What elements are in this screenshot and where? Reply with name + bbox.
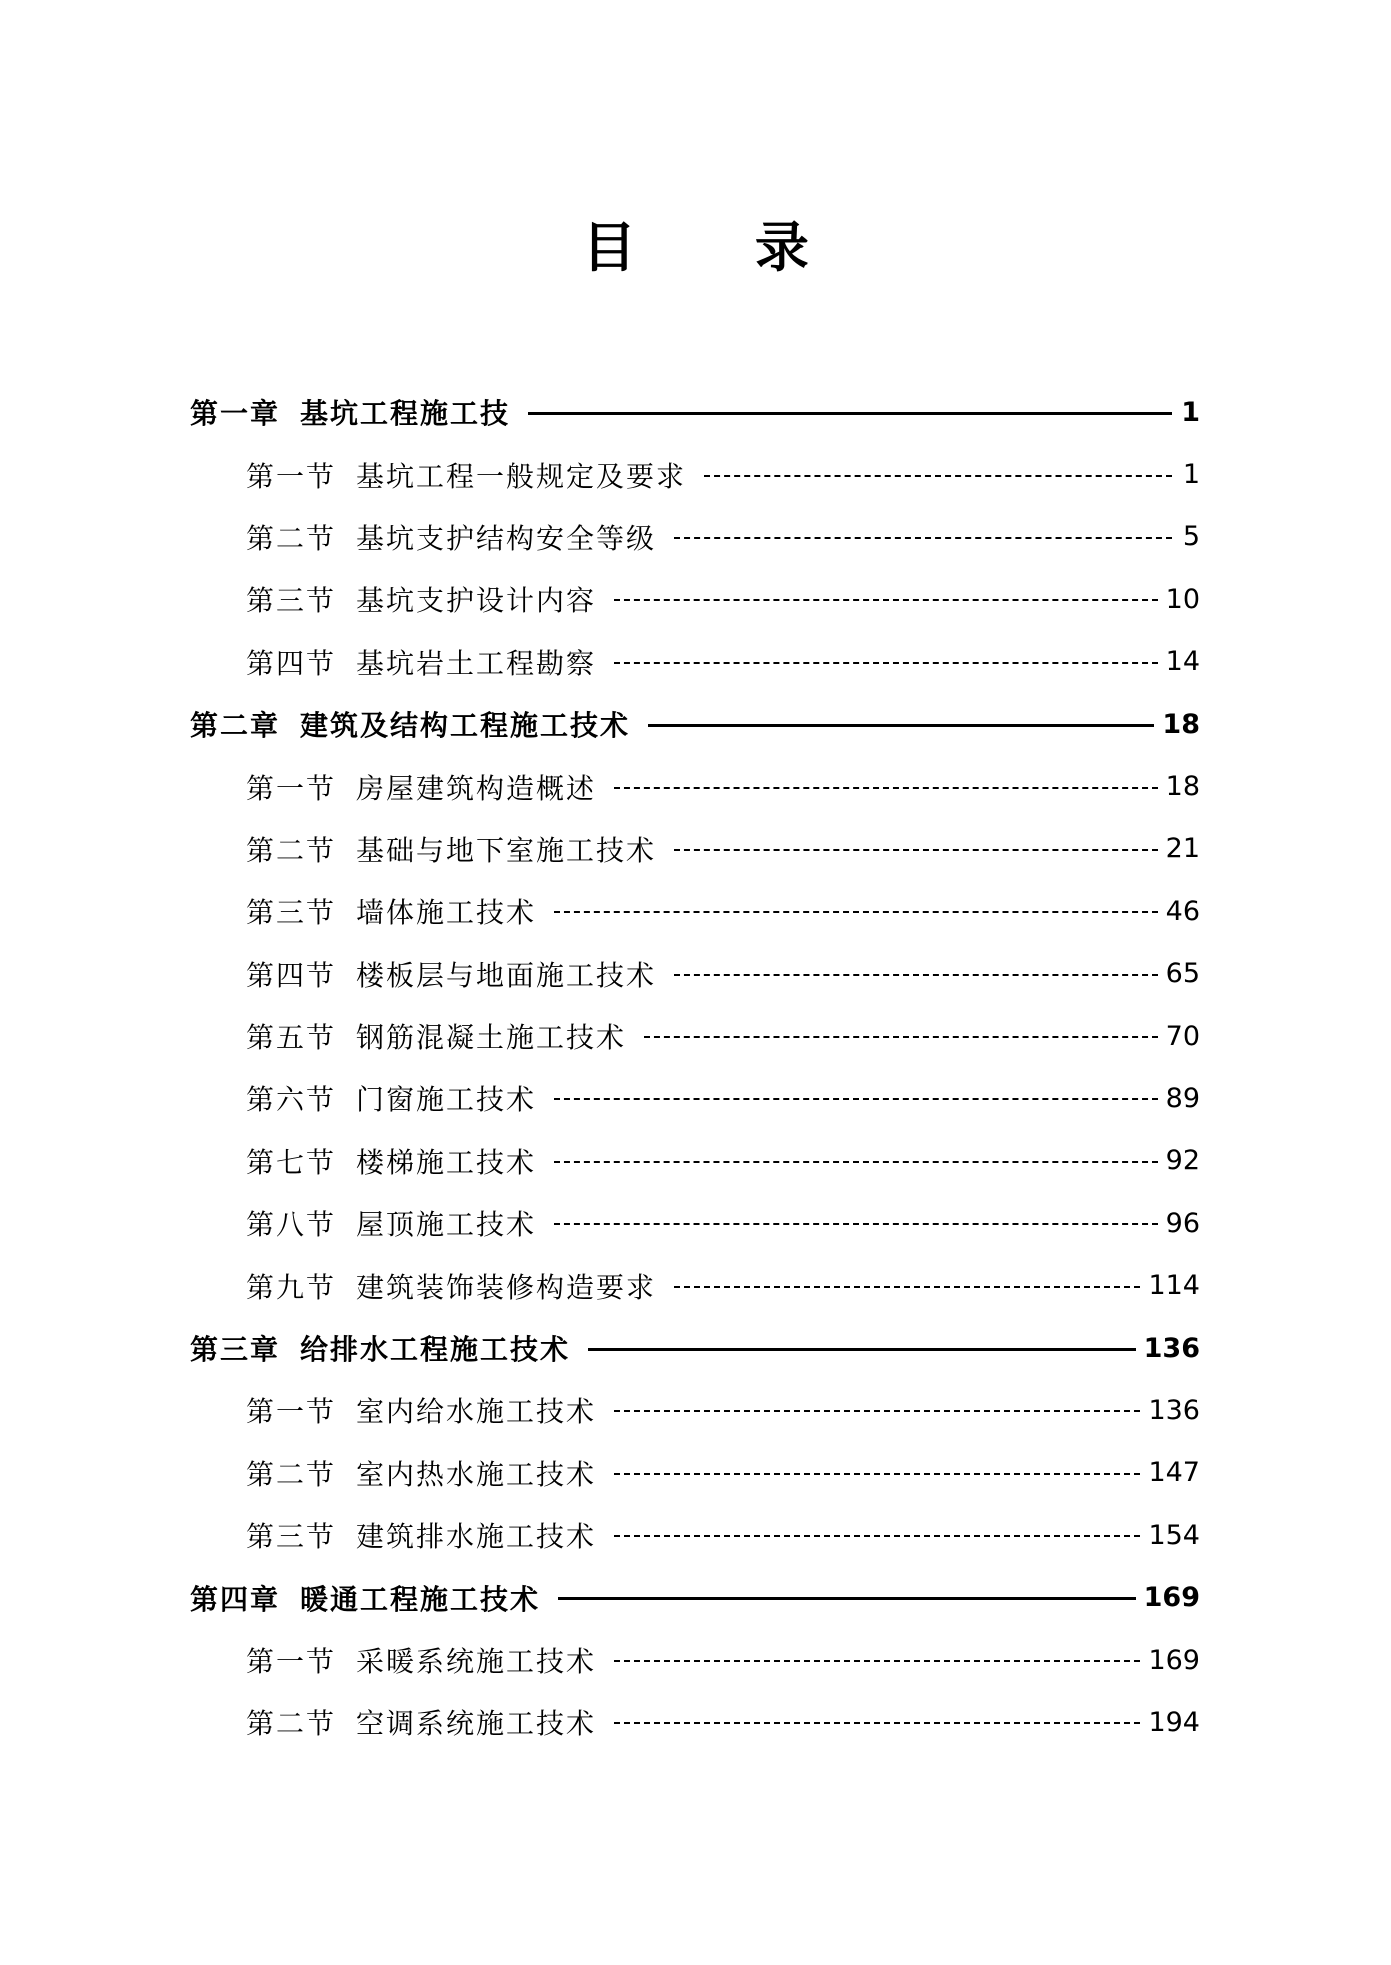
toc-section-entry[interactable] — [190, 506, 1200, 568]
toc-leader-line — [674, 1286, 1140, 1288]
toc-entry-number: 第九节 — [246, 1270, 337, 1304]
toc-leader-line — [554, 1098, 1158, 1100]
toc-section-entry[interactable] — [190, 943, 1200, 1005]
toc-entry-label — [246, 891, 550, 931]
toc-entry-label — [190, 1328, 584, 1368]
toc-entry-number: 第三章 — [190, 1333, 281, 1367]
toc-entry-title: 钢筋混凝土施工技术 — [356, 1021, 627, 1055]
toc-entry-number: 第三节 — [246, 584, 337, 618]
toc-page-number: 46 — [1165, 895, 1200, 927]
toc-entry-title: 采暖系统施工技术 — [356, 1645, 597, 1678]
toc-entry-title: 给排水工程施工技术 — [300, 1333, 571, 1367]
toc-entry-number: 第八节 — [246, 1208, 337, 1242]
toc-leader-line — [674, 974, 1158, 976]
toc-entry-number: 第二节 — [246, 833, 337, 867]
toc-page-number: 21 — [1165, 833, 1200, 865]
toc-page-number: 114 — [1148, 1270, 1200, 1302]
toc-entry-title: 基坑工程一般规定及要求 — [356, 459, 687, 493]
toc-entry-label — [246, 829, 670, 869]
toc-entry-title: 楼板层与地面施工技术 — [356, 958, 657, 992]
toc-entry-label — [246, 1453, 610, 1493]
toc-entry-number: 第一节 — [246, 1395, 337, 1429]
toc-page-number: 154 — [1148, 1519, 1200, 1551]
toc-leader-line — [558, 1597, 1136, 1600]
toc-page-number: 89 — [1165, 1082, 1200, 1114]
toc-page-number: 1 — [1182, 459, 1200, 491]
toc-leader-line — [614, 599, 1158, 601]
toc-entry-title: 基础与地下室施工技术 — [356, 833, 657, 867]
toc-entry-label — [246, 1266, 670, 1306]
toc-leader-line — [674, 537, 1172, 539]
toc-section-entry[interactable] — [190, 755, 1200, 817]
toc-section-entry[interactable] — [190, 443, 1200, 505]
toc-section-entry[interactable] — [190, 568, 1200, 630]
toc-entry-number: 第七节 — [246, 1145, 337, 1179]
toc-entry-label — [246, 1203, 550, 1243]
toc-leader-line — [614, 1473, 1140, 1475]
toc-entry-label — [246, 579, 610, 619]
toc-page-number: 194 — [1148, 1706, 1200, 1738]
toc-section-entry[interactable] — [190, 1442, 1200, 1504]
toc-entry-label — [246, 517, 670, 557]
toc-entry-number: 第六节 — [246, 1083, 337, 1117]
toc-page-number: 18 — [1165, 771, 1200, 803]
toc-chapter-entry[interactable] — [190, 1566, 1200, 1628]
toc-entry-title: 门窗施工技术 — [356, 1083, 537, 1117]
toc-entry-number: 第二节 — [246, 1457, 337, 1491]
toc-entry-title: 基坑工程施工技 — [300, 397, 511, 431]
toc-leader-line — [588, 1348, 1136, 1351]
toc-entry-number: 第四章 — [190, 1582, 281, 1616]
toc-leader-line — [614, 1535, 1140, 1537]
toc-entry-label — [246, 1390, 610, 1430]
toc-page-number: 1 — [1181, 396, 1200, 428]
toc-section-entry[interactable] — [190, 1005, 1200, 1067]
toc-entry-number: 第一节 — [246, 771, 337, 805]
toc-section-entry[interactable] — [190, 818, 1200, 880]
toc-entry-title: 建筑排水施工技术 — [356, 1520, 597, 1554]
toc-page-number: 96 — [1165, 1207, 1200, 1239]
toc-leader-line — [528, 412, 1172, 415]
toc-chapter-entry[interactable] — [190, 693, 1200, 755]
toc-page-number: 92 — [1165, 1145, 1200, 1177]
toc-entry-label — [246, 1640, 610, 1680]
toc-section-entry[interactable] — [190, 1629, 1200, 1691]
toc-entry-number: 第二节 — [246, 1707, 337, 1741]
toc-section-entry[interactable] — [190, 1254, 1200, 1316]
toc-section-entry[interactable] — [190, 631, 1200, 693]
toc-entry-number: 第五节 — [246, 1021, 337, 1055]
toc-leader-line — [644, 1036, 1158, 1038]
toc-entry-label — [246, 455, 700, 495]
toc-entry-title: 空调系统施工技术 — [356, 1707, 597, 1741]
toc-entry-number: 第一章 — [190, 397, 281, 431]
toc-page-number: 136 — [1143, 1332, 1200, 1364]
toc-section-entry[interactable] — [190, 1130, 1200, 1192]
toc-leader-line — [614, 1722, 1140, 1724]
toc-leader-line — [614, 1660, 1140, 1662]
toc-entry-label — [246, 1078, 550, 1118]
toc-entry-title: 楼梯施工技术 — [356, 1145, 537, 1179]
toc-entry-label — [190, 1578, 554, 1618]
toc-entry-title: 墙体施工技术 — [356, 896, 537, 930]
toc-page-number: 169 — [1148, 1644, 1200, 1676]
toc-leader-line — [704, 475, 1172, 477]
toc-page-number: 18 — [1162, 708, 1200, 740]
toc-section-entry[interactable] — [190, 1379, 1200, 1441]
toc-entry-title: 基坑岩土工程勘察 — [356, 646, 597, 680]
toc-entry-title: 屋顶施工技术 — [356, 1208, 537, 1242]
toc-page-number: 136 — [1148, 1394, 1200, 1426]
toc-page-number: 169 — [1143, 1582, 1200, 1614]
toc-chapter-entry[interactable] — [190, 381, 1200, 443]
page-title: 目 录 — [582, 216, 859, 279]
toc-entry-label — [246, 1515, 610, 1555]
toc-entry-number: 第二节 — [246, 521, 337, 555]
toc-entry-label — [246, 1702, 610, 1742]
toc-leader-line — [554, 1223, 1158, 1225]
toc-page-number: 14 — [1165, 646, 1200, 678]
toc-leader-line — [614, 662, 1158, 664]
toc-entry-title: 室内给水施工技术 — [356, 1395, 597, 1429]
toc-entry-label — [246, 642, 610, 682]
toc-entry-label — [190, 704, 644, 744]
toc-entry-title: 基坑支护设计内容 — [356, 584, 597, 618]
toc-entry-title: 暖通工程施工技术 — [300, 1582, 541, 1616]
toc-section-entry[interactable] — [190, 1067, 1200, 1129]
toc-entry-label — [246, 767, 610, 807]
toc-leader-line — [614, 787, 1158, 789]
toc-entry-number: 第三节 — [246, 896, 337, 930]
toc-page-number: 65 — [1165, 958, 1200, 990]
toc-page-number: 70 — [1165, 1020, 1200, 1052]
toc-page-number: 147 — [1148, 1457, 1200, 1489]
toc-section-entry[interactable] — [190, 1504, 1200, 1566]
toc-entry-label — [190, 392, 524, 432]
toc-entry-number: 第四节 — [246, 646, 337, 680]
toc-page-number: 10 — [1165, 583, 1200, 615]
toc-leader-line — [648, 724, 1154, 727]
toc-entry-title: 基坑支护结构安全等级 — [356, 521, 657, 555]
toc-section-entry[interactable] — [190, 1691, 1200, 1753]
toc-chapter-entry[interactable] — [190, 1317, 1200, 1379]
toc-entry-label — [246, 954, 670, 994]
toc-entry-title: 室内热水施工技术 — [356, 1457, 597, 1491]
toc-entry-number: 第一节 — [246, 1645, 337, 1678]
toc-entry-label — [246, 1141, 550, 1181]
toc-leader-line — [554, 1161, 1158, 1163]
toc-section-entry[interactable] — [190, 1192, 1200, 1254]
toc-leader-line — [614, 1410, 1140, 1412]
toc-entry-title: 房屋建筑构造概述 — [356, 771, 597, 805]
toc-page-number: 5 — [1182, 521, 1200, 553]
toc-entry-title: 建筑及结构工程施工技术 — [300, 709, 631, 743]
toc-leader-line — [674, 849, 1158, 851]
toc-entry-label — [246, 1016, 640, 1056]
toc-section-entry[interactable] — [190, 880, 1200, 942]
toc-entry-number: 第四节 — [246, 958, 337, 992]
table-of-contents — [190, 381, 1200, 1754]
toc-entry-number: 第二章 — [190, 709, 281, 743]
toc-entry-number: 第一节 — [246, 459, 337, 493]
toc-leader-line — [554, 911, 1158, 913]
toc-entry-number: 第三节 — [246, 1520, 337, 1554]
toc-entry-title: 建筑装饰装修构造要求 — [356, 1270, 657, 1304]
